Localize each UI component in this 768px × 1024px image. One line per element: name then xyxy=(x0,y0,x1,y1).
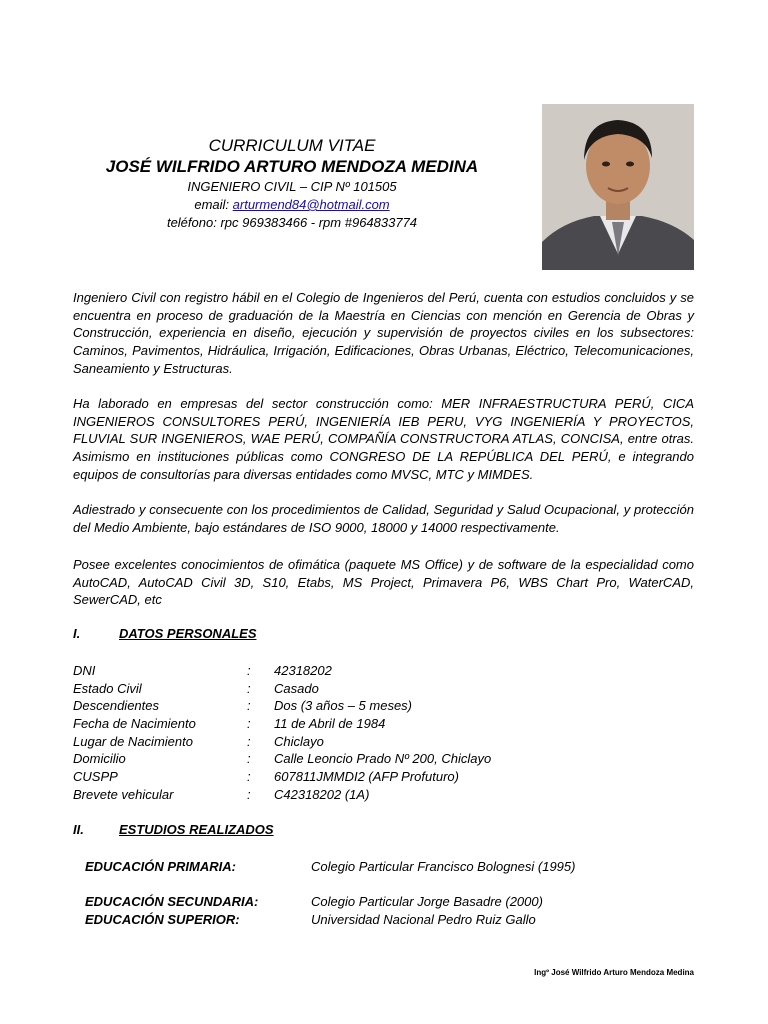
field-label: Fecha de Nacimiento xyxy=(73,716,196,731)
field-separator: : xyxy=(247,751,251,766)
personal-row-cuspp xyxy=(73,768,694,786)
personal-row-address xyxy=(73,750,694,768)
profession-line: INGENIERO CIVIL – CIP Nº 101505 xyxy=(187,179,397,194)
field-label: Domicilio xyxy=(73,751,126,766)
education-row-primary xyxy=(85,858,694,876)
field-label: Brevete vehicular xyxy=(73,787,174,802)
field-separator: : xyxy=(247,681,251,696)
email-line xyxy=(72,196,512,214)
education-row-secondary xyxy=(85,893,694,911)
personal-row-children xyxy=(73,697,694,715)
page-footer: Ingº José Wilfrido Arturo Mendoza Medina xyxy=(534,968,694,977)
field-label: DNI xyxy=(73,663,96,678)
education-row-higher xyxy=(85,911,694,929)
education-institution: Universidad Nacional Pedro Ruiz Gallo xyxy=(311,912,536,927)
section-heading-studies xyxy=(73,822,274,837)
email-link[interactable]: arturmend84@hotmail.com xyxy=(232,197,390,212)
section-heading-personal xyxy=(73,626,256,641)
summary-paragraph-4: Posee excelentes conocimientos de ofimática (paquete MS Office) y de software de la especialidad como AutoCAD, AutoCAD Civil 3D, S10, Etabs, MS Project, Primavera P6, WBS Chart Pro, WaterCAD, SewerCAD, etc xyxy=(73,557,694,608)
field-value: Calle Leoncio Prado Nº 200, Chiclayo xyxy=(274,751,492,766)
section-number: I. xyxy=(73,626,81,641)
field-value: Dos (3 años – 5 meses) xyxy=(274,698,413,713)
education-level: EDUCACIÓN SUPERIOR: xyxy=(85,912,240,927)
field-separator: : xyxy=(247,769,251,784)
personal-row-license xyxy=(73,786,694,804)
profile-photo xyxy=(542,104,694,270)
field-label: Lugar de Nacimiento xyxy=(73,734,193,749)
field-value: 607811JMMDI2 (AFP Profuturo) xyxy=(274,769,459,784)
field-value: 11 de Abril de 1984 xyxy=(274,716,386,731)
section-title: ESTUDIOS REALIZADOS xyxy=(119,822,274,837)
personal-row-birth-date xyxy=(73,715,694,733)
field-value: C42318202 (1A) xyxy=(274,787,370,802)
summary-paragraph-1: Ingeniero Civil con registro hábil en el Colegio de Ingenieros del Perú, cuenta con estudios concluidos y se encuentra en proceso de graduación de la Maestría en Ciencias con mención en Gerencia de Obras y Construcción, experiencia en diseño, ejecución y supervisión de proyectos civiles en los subsectores: Caminos, Pavimentos, Hidráulica, Irrigación, Edificaciones, Obras Urbanas, Eléctrico, Telecomunicaciones, Saneamiento y Estructuras. xyxy=(73,290,694,376)
field-separator: : xyxy=(247,734,251,749)
field-label: Estado Civil xyxy=(73,681,142,696)
education-level: EDUCACIÓN SECUNDARIA: xyxy=(85,894,259,909)
personal-row-civil-status xyxy=(73,680,694,698)
field-value: Casado xyxy=(274,681,319,696)
section-number: II. xyxy=(73,822,84,837)
field-separator: : xyxy=(247,787,251,802)
field-value: Chiclayo xyxy=(274,734,324,749)
education-institution: Colegio Particular Jorge Basadre (2000) xyxy=(311,894,543,909)
document-title: CURRICULUM VITAE xyxy=(208,136,376,155)
personal-row-dni xyxy=(73,662,694,680)
field-separator: : xyxy=(247,698,251,713)
field-separator: : xyxy=(247,663,251,678)
portrait-image xyxy=(542,104,694,270)
phone-line: teléfono: rpc 969383466 - rpm #964833774 xyxy=(166,215,418,230)
person-name: JOSÉ WILFRIDO ARTURO MENDOZA MEDINA xyxy=(105,157,479,176)
field-label: CUSPP xyxy=(73,769,118,784)
summary-paragraph-2: Ha laborado en empresas del sector construcción como: MER INFRAESTRUCTURA PERÚ, CICA INGENIEROS CONSULTORES PERÚ, INGENIERÍA IEB PERU, VYG INGENIERÍA Y PROYECTOS, FLUVIAL SUR INGENIEROS, WAE PERÚ, COMPAÑÍA CONSTRUCTORA ATLAS, CONCISA, entre otras. Asimismo en instituciones públicas como CONGRESO DE LA REPÚBLICA DEL PERÚ, e integrando equipos de consultorías para diversas entidades como MVSC, MTC y MIMDES. xyxy=(73,396,694,482)
personal-row-birth-place xyxy=(73,733,694,751)
cv-header xyxy=(72,136,512,232)
field-value: 42318202 xyxy=(274,663,332,678)
summary-paragraph-3: Adiestrado y consecuente con los procedimientos de Calidad, Seguridad y Salud Ocupacional, y protección del Medio Ambiente, bajo estándares de ISO 9000, 18000 y 14000 respectivamente. xyxy=(73,502,694,535)
section-title: DATOS PERSONALES xyxy=(119,626,257,641)
field-label: Descendientes xyxy=(73,698,159,713)
email-label: email: xyxy=(194,197,233,212)
education-level: EDUCACIÓN PRIMARIA: xyxy=(85,859,236,874)
education-institution: Colegio Particular Francisco Bolognesi (1995) xyxy=(311,859,576,874)
field-separator: : xyxy=(247,716,251,731)
